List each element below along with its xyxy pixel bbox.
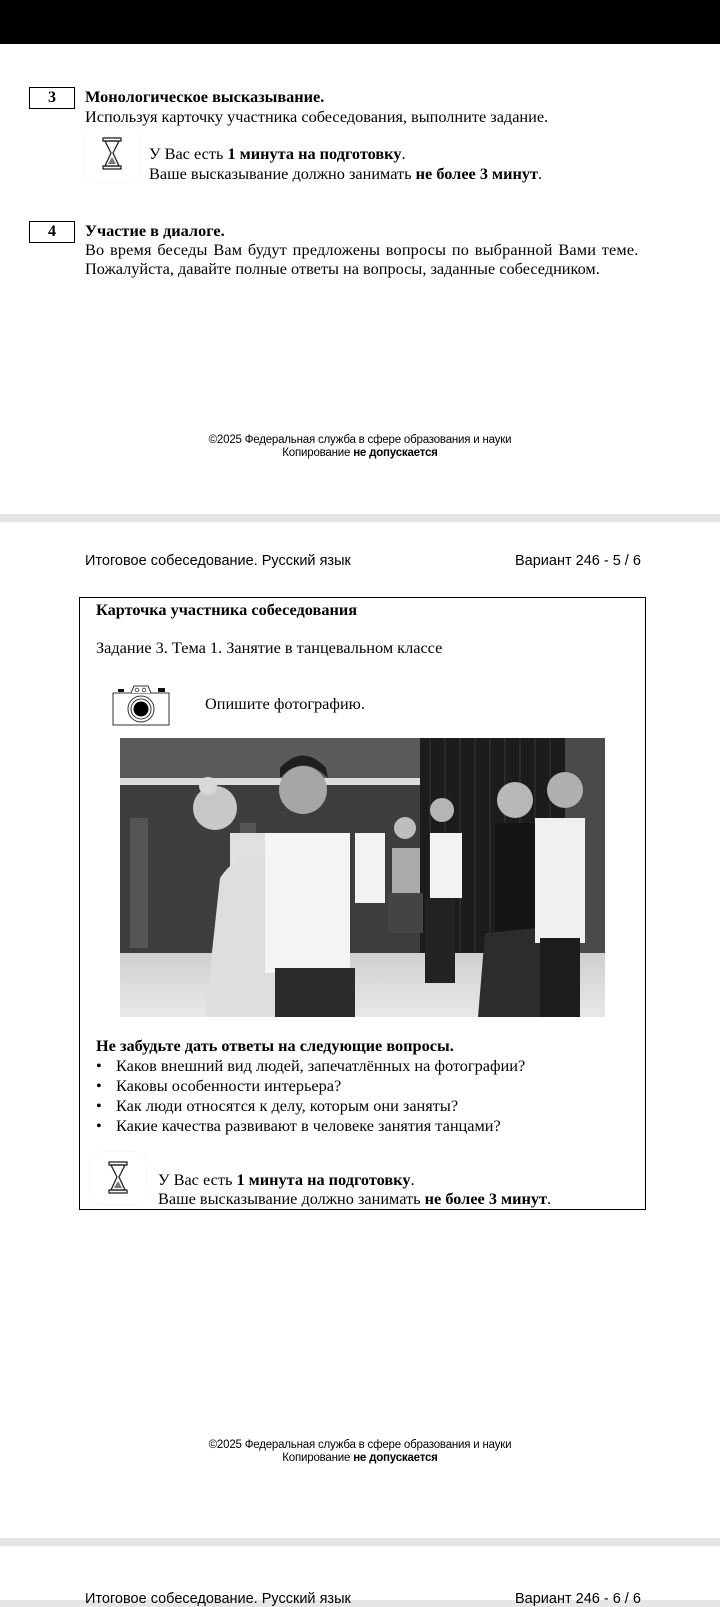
timer-prep-suffix: . — [410, 1170, 415, 1189]
question-text: Каков внешний вид людей, запечатлённых на фотографии? — [116, 1056, 526, 1075]
document-page — [0, 1546, 720, 1607]
task-number: 3 — [48, 89, 56, 106]
timer-duration-bold: не более 3 минут — [424, 1189, 548, 1208]
footer-copy-bold: не допускается — [353, 447, 438, 459]
question-item — [96, 1056, 525, 1076]
dance-class-photo — [120, 738, 605, 1017]
footer-copy-notice — [0, 1452, 720, 1465]
timer-duration-suffix: . — [547, 1189, 552, 1208]
timer-prep-text — [158, 1170, 415, 1190]
timer-prep-prefix: У Вас есть — [149, 144, 228, 163]
timer-prep-suffix: . — [401, 144, 406, 163]
page-header-title: Итоговое собеседование. Русский язык — [85, 553, 351, 569]
bullet: • — [96, 1076, 102, 1095]
page-footer — [0, 1439, 720, 1465]
footer-copy-notice — [0, 447, 720, 460]
questions-title: Не забудьте дать ответы на следующие вопросы. — [96, 1036, 454, 1055]
bullet: • — [96, 1116, 102, 1135]
task-instruction: Используя карточку участника собеседования, выполните задание. — [85, 107, 549, 126]
question-text: Как люди относятся к делу, которым они заняты? — [116, 1096, 459, 1115]
questions-list — [96, 1056, 525, 1136]
page-footer — [0, 434, 720, 460]
hourglass-icon — [84, 126, 140, 182]
page-header-variant: Вариант 246 - 6 / 6 — [515, 1591, 641, 1607]
question-text: Каковы особенности интерьера? — [116, 1076, 342, 1095]
question-text: Какие качества развивают в человеке занятия танцами? — [116, 1116, 501, 1135]
page-header-title: Итоговое собеседование. Русский язык — [85, 1591, 351, 1607]
task-description: Во время беседы Вам будут предложены вопросы по выбранной Вами теме. — [85, 240, 639, 259]
timer-duration-bold: не более 3 минут — [415, 164, 539, 183]
timer-duration-text — [158, 1189, 551, 1209]
task-description: Пожалуйста, давайте полные ответы на вопросы, заданные собеседником. — [85, 259, 600, 278]
question-item — [96, 1096, 525, 1116]
timer-duration-suffix: . — [538, 164, 543, 183]
card-task: Задание 3. Тема 1. Занятие в танцевальном классе — [96, 638, 443, 657]
top-bar — [0, 0, 720, 44]
hourglass-icon — [90, 1152, 146, 1204]
timer-duration-prefix: Ваше высказывание должно занимать — [149, 164, 416, 183]
describe-photo-text: Опишите фотографию. — [205, 694, 365, 713]
footer-copy-prefix: Копирование — [282, 1452, 354, 1464]
task-title: Участие в диалоге. — [85, 221, 225, 240]
footer-copy-bold: не допускается — [353, 1452, 438, 1464]
task-number: 4 — [48, 223, 56, 240]
task-number-box — [29, 87, 75, 109]
question-item — [96, 1116, 525, 1136]
camera-icon — [112, 683, 172, 727]
bullet: • — [96, 1056, 102, 1075]
page-header-variant: Вариант 246 - 5 / 6 — [515, 553, 641, 569]
document-page — [0, 522, 720, 1538]
timer-prep-bold: 1 минута на подготовку — [227, 144, 402, 163]
card-title: Карточка участника собеседования — [96, 600, 358, 619]
footer-copy-prefix: Копирование — [282, 447, 354, 459]
footer-copyright: ©2025 Федеральная служба в сфере образования и науки — [208, 1439, 512, 1451]
participant-card — [79, 597, 646, 1210]
timer-prep-text — [149, 144, 406, 164]
footer-copyright: ©2025 Федеральная служба в сфере образования и науки — [208, 434, 512, 446]
timer-prep-bold: 1 минута на подготовку — [236, 1170, 411, 1189]
timer-duration-prefix: Ваше высказывание должно занимать — [158, 1189, 425, 1208]
document-page — [0, 44, 720, 514]
timer-duration-text — [149, 164, 542, 184]
question-item — [96, 1076, 525, 1096]
task-title: Монологическое высказывание. — [85, 87, 325, 106]
bullet: • — [96, 1096, 102, 1115]
task-number-box — [29, 221, 75, 243]
timer-prep-prefix: У Вас есть — [158, 1170, 237, 1189]
